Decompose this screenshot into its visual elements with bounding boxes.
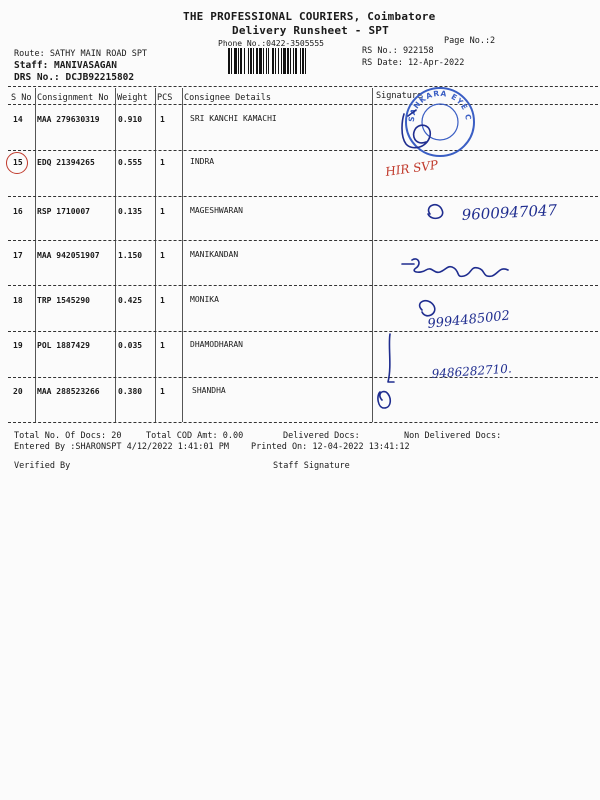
signature-stroke — [378, 392, 390, 408]
col-sno: S No — [11, 93, 32, 103]
barcode-bar — [228, 48, 230, 74]
staff: Staff: MANIVASAGAN — [14, 60, 117, 71]
row-sno: 18 — [13, 296, 23, 305]
row-consignee: MAGESHWARAN — [190, 206, 243, 215]
row-weight: 0.135 — [118, 207, 143, 216]
barcode-bar — [256, 48, 258, 74]
table-bottom-rule — [8, 422, 598, 423]
row-sno: 14 — [13, 115, 23, 124]
row-consignment: MAA 942051907 — [37, 251, 100, 260]
row-pcs: 1 — [160, 387, 165, 396]
row-consignment: EDQ 21394265 — [37, 158, 95, 167]
row-weight: 0.035 — [118, 341, 143, 350]
verified-by: Verified By — [14, 461, 71, 471]
company-name: THE PROFESSIONAL COURIERS, Coimbatore — [183, 10, 436, 23]
signature-stroke — [420, 301, 435, 316]
handwritten-note-row15: HIR SVP — [384, 157, 439, 179]
barcode — [228, 48, 346, 74]
row-sno: 17 — [13, 251, 23, 260]
barcode-bar — [248, 48, 249, 74]
sheet-title: Delivery Runsheet - SPT — [232, 24, 389, 37]
col-pcs: PCS — [157, 93, 173, 103]
col-signature: Signature — [376, 91, 423, 101]
barcode-bar — [259, 48, 262, 74]
entered-by: Entered By :SHARONSPT 4/12/2022 1:41:01 PM — [14, 442, 229, 452]
barcode-bar — [238, 48, 239, 74]
barcode-bar — [234, 48, 237, 74]
row-pcs: 1 — [160, 296, 165, 305]
barcode-bar — [300, 48, 301, 74]
phone-number: Phone No.:0422-3505555 — [218, 39, 324, 48]
signature-stroke — [402, 114, 430, 148]
row-consignment: MAA 288523266 — [37, 387, 100, 396]
barcode-bar — [253, 48, 254, 74]
signature-stroke — [428, 205, 443, 219]
signature-stroke — [408, 110, 416, 116]
handwritten-signatures — [372, 96, 598, 422]
row-sno: 16 — [13, 207, 23, 216]
row-consignee: MONIKA — [190, 295, 219, 304]
col-divider — [115, 88, 116, 422]
row-weight: 0.555 — [118, 158, 143, 167]
row-weight: 0.380 — [118, 387, 143, 396]
staff-signature: Staff Signature — [273, 461, 350, 471]
row-consignee: INDRA — [190, 157, 215, 166]
barcode-bar — [278, 48, 279, 74]
red-circle-mark — [6, 152, 28, 174]
barcode-bar — [266, 48, 267, 74]
col-divider — [155, 88, 156, 422]
row-consignment: RSP 1710007 — [37, 207, 90, 216]
barcode-bar — [268, 48, 269, 74]
barcode-bar — [290, 48, 291, 74]
barcode-bar — [263, 48, 264, 74]
row-weight: 0.910 — [118, 115, 143, 124]
row-weight: 0.425 — [118, 296, 143, 305]
handwritten-phone-row16: 9600947047 — [461, 201, 558, 224]
row-pcs: 1 — [160, 251, 165, 260]
col-divider — [35, 88, 36, 422]
col-divider — [182, 88, 183, 422]
barcode-bar — [295, 48, 297, 74]
barcode-bar — [250, 48, 252, 74]
row-pcs: 1 — [160, 115, 165, 124]
printed-on: Printed On: 12-04-2022 13:41:12 — [251, 442, 410, 452]
col-consignment: Consignment No — [37, 93, 109, 103]
row-consignee: DHAMODHARAN — [190, 340, 243, 349]
handwritten-phone-row19: 9486282710. — [431, 361, 513, 381]
row-consignment: POL 1887429 — [37, 341, 90, 350]
row-pcs: 1 — [160, 158, 165, 167]
barcode-bar — [231, 48, 232, 74]
non-delivered-docs: Non Delivered Docs: — [404, 431, 502, 441]
barcode-bar — [305, 48, 306, 74]
total-docs: Total No. Of Docs: 20 — [14, 431, 122, 441]
rs-date: RS Date: 12-Apr-2022 — [362, 58, 465, 68]
drs-number: DRS No.: DCJB92215802 — [14, 72, 135, 83]
row-consignment: TRP 1545290 — [37, 296, 90, 305]
total-cod: Total COD Amt: 0.00 — [146, 431, 244, 441]
row-weight: 1.150 — [118, 251, 143, 260]
row-sno: 19 — [13, 341, 23, 350]
signature-stroke — [388, 334, 394, 382]
row-consignment: MAA 279630319 — [37, 115, 100, 124]
stamp-text: SANKARA EYE CENTRE — [396, 73, 474, 123]
handwritten-phone-row18: 9994485002 — [426, 308, 511, 332]
barcode-bar — [272, 48, 274, 74]
row-consignee: MANIKANDAN — [190, 250, 239, 259]
col-weight: Weight — [117, 93, 148, 103]
page-number: Page No.:2 — [444, 36, 496, 46]
col-consignee: Consignee Details — [184, 93, 271, 103]
route: Route: SATHY MAIN ROAD SPT — [14, 49, 148, 59]
barcode-bar — [244, 48, 245, 74]
row-pcs: 1 — [160, 207, 165, 216]
row-pcs: 1 — [160, 341, 165, 350]
row-consignee: SRI KANCHI KAMACHI — [190, 114, 277, 123]
row-consignee: SHANDHA — [192, 386, 226, 395]
barcode-bar — [287, 48, 289, 74]
rs-number: RS No.: 922158 — [362, 46, 434, 56]
row-sno: 20 — [13, 387, 23, 396]
barcode-bar — [293, 48, 294, 74]
barcode-bar — [302, 48, 304, 74]
barcode-bar — [283, 48, 286, 74]
delivered-docs: Delivered Docs: — [283, 431, 360, 441]
header-rule-top — [8, 86, 598, 87]
barcode-bar — [275, 48, 276, 74]
row-sno: 15 — [13, 158, 23, 167]
barcode-bar — [281, 48, 282, 74]
signature-stroke — [402, 259, 508, 276]
barcode-bar — [240, 48, 242, 74]
